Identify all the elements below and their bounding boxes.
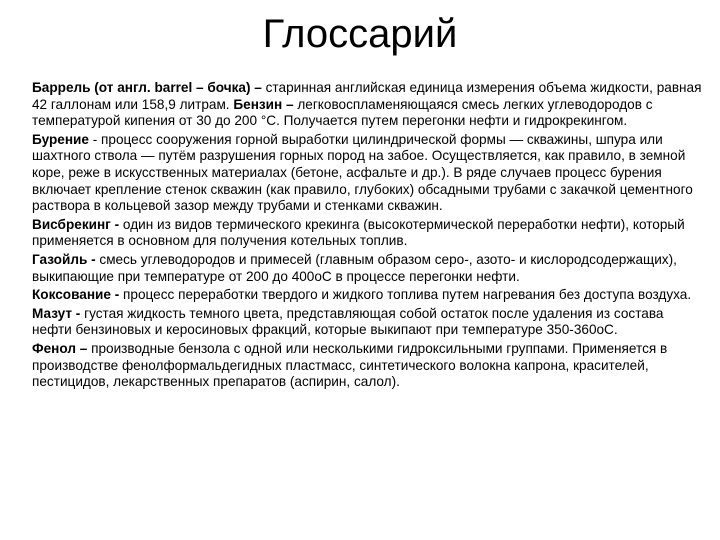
definition-phenol: производные бензола с одной или несколькими гидроксильными группами. Применяется в производстве фенолформальдегидных пластмасс, синтетического волокна капрона, красителей, пестицидов, лекарственных препаратов (аспирин, салол). xyxy=(32,340,668,390)
term-visbreaking: Висбрекинг - xyxy=(32,216,120,232)
definition-drilling: - процесс сооружения горной выработки цилиндрической формы — скважины, шпура или шахтного ствола — путём разрушения горных пород на забое. Осуществляется, как правило, в земной коре, реже в искусственных материалах (бетоне, асфальте и др.). В ряде случаев процесс бурения включает крепление стенок скважин (как правило, глубоких) обсадными трубами с закачкой цементного раствора в кольцевой зазор между трубами и стенками скважин. xyxy=(32,131,693,214)
definition-gasoil: смесь углеводородов и примесей (главным образом серо-, азото- и кислородсодержащих), выкипающие при температуре от 200 до 400оС в процессе перегонки нефти. xyxy=(32,251,677,284)
definition-fuel-oil: густая жидкость темного цвета, представляющая собой остаток после удаления из состава нефти бензиновых и керосиновых фракций, которые выкипают при температуре 350-360оС. xyxy=(32,305,664,338)
glossary-entry-fuel-oil xyxy=(32,306,702,339)
term-drilling: Бурение xyxy=(32,131,89,147)
page-title: Глоссарий xyxy=(262,12,458,56)
definition-gasoline: легковоспламеняющаяся смесь легких углеводородов с температурой кипения от 30 до 200 °С. Получается путем перегонки нефти и гидрокрекингом. xyxy=(32,96,653,129)
glossary-body xyxy=(32,80,702,393)
term-phenol: Фенол – xyxy=(32,340,88,356)
definition-visbreaking: один из видов термического крекинга (высокотермической переработки нефти), который применяется в основном для получения котельных топлив. xyxy=(32,216,685,249)
definition-barrel: старинная английская единица измерения объема жидкости, равная 42 галлонам или 158,9 литрам. xyxy=(32,80,702,112)
term-gasoline: Бензин – xyxy=(233,96,294,112)
glossary-entry-drilling xyxy=(32,132,702,215)
term-coking: Коксование - xyxy=(32,287,120,303)
glossary-entry-visbreaking xyxy=(32,217,702,250)
glossary-entry-coking xyxy=(32,287,702,304)
term-gasoil: Газойль - xyxy=(32,251,96,267)
glossary-entry-phenol xyxy=(32,341,702,391)
term-barrel: Баррель (от англ. barrel – бочка) – xyxy=(32,80,262,95)
glossary-entry-gasoil xyxy=(32,252,702,285)
glossary-entry-barrel xyxy=(32,80,702,130)
term-fuel-oil: Мазут - xyxy=(32,305,81,321)
definition-coking: процесс переработки твердого и жидкого топлива путем нагревания без доступа воздуха. xyxy=(119,287,692,303)
